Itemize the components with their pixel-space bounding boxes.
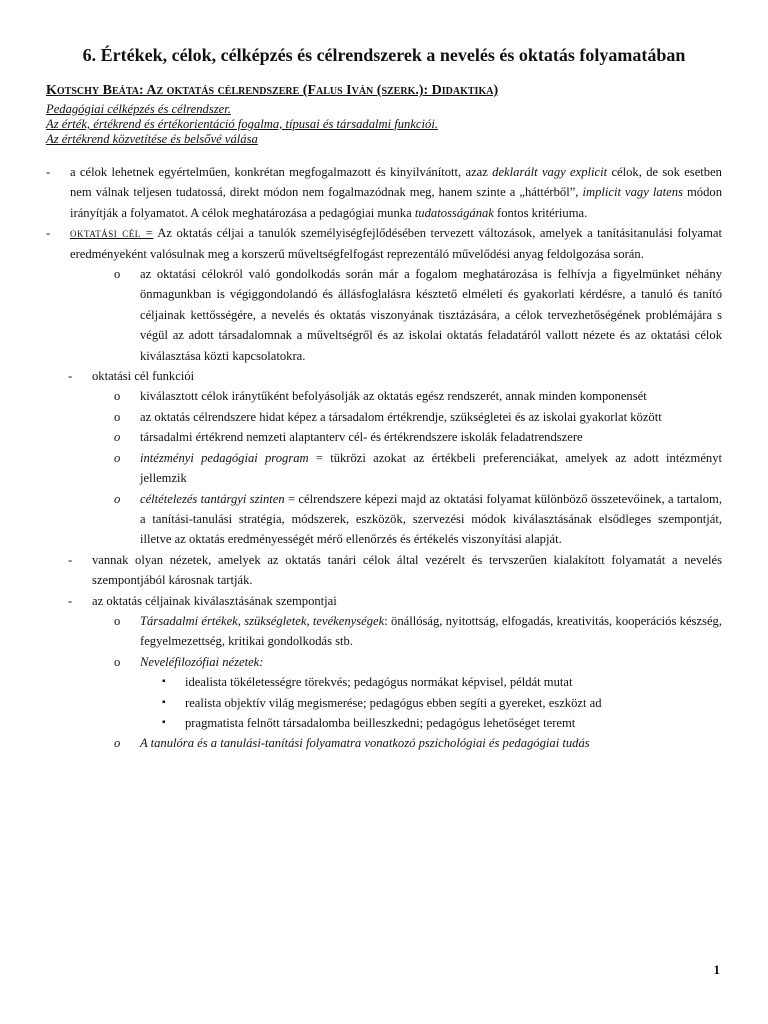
- subtitle-1: Pedagógiai célképzés és célrendszer.: [46, 102, 231, 116]
- list-item-selection-criteria: - az oktatás céljainak kiválasztásának szempontjai: [46, 591, 722, 611]
- list-subitem: o az oktatás célrendszere hidat képez a társadalom értékrendje, szükségletei és az iskolai gyakorlat között: [46, 407, 722, 427]
- circle-marker: o: [114, 430, 121, 445]
- square-bullet-marker: ▪: [162, 716, 166, 728]
- circle-marker: o: [114, 450, 121, 465]
- dash-marker: -: [46, 226, 51, 241]
- circle-marker: o: [114, 654, 121, 669]
- bullet-item: ▪ pragmatista felnőtt társadalomba beilleszkedni; pedagógus lehetőséget teremt: [46, 713, 722, 733]
- square-bullet-marker: ▪: [162, 676, 166, 688]
- list-subitem: o Társadalmi értékek, szükségletek, tevékenységek: önállóság, nyitottság, elfogadás, kreativitás, kooperációs készség, fegyelmezettség, kritikai gondolkodás stb.: [46, 611, 722, 652]
- page-title: 6. Értékek, célok, célképzés és célrendszerek a nevelés és oktatás folyamatában: [82, 45, 686, 65]
- list-subitem: o társadalmi értékrend nemzeti alaptanterv cél- és értékrendszere iskolák feladatrendszere: [46, 427, 722, 447]
- square-bullet-marker: ▪: [162, 696, 166, 708]
- term-oktatasi-cel: oktatási cél =: [70, 226, 154, 241]
- subtitle-2: Az érték, értékrend és értékorientáció fogalma, típusai és társadalmi funkciói.: [46, 117, 438, 131]
- list-subitem: o kiválasztott célok iránytűként befolyásolják az oktatás egész rendszerét, annak minden komponensét: [46, 386, 722, 406]
- circle-marker: o: [114, 491, 121, 506]
- list-subitem: o intézményi pedagógiai program = tükrözi azokat az értékbeli preferenciákat, amelyek az adott intézményt jellemzik: [46, 448, 722, 489]
- dash-marker: -: [68, 593, 73, 608]
- author-reference: Kotschy Beáta: Az oktatás célrendszere (Falus Iván (szerk.): Didaktika): [46, 83, 499, 98]
- list-subitem: o A tanulóra és a tanulási-tanítási folyamatra vonatkozó pszichológiai és pedagógiai tudás: [46, 733, 722, 753]
- circle-marker: o: [114, 409, 121, 424]
- dash-marker: -: [68, 369, 73, 384]
- circle-marker: o: [114, 389, 121, 404]
- list-subitem-reflection: o az oktatási célokról való gondolkodás során már a fogalom meghatározása is felhívja a figyelmünket néhány önmagunkban is végiggondolandó és állásfoglalásra késztető elméleti és gyakorlati kérdésre, a tanuló és tanító céljainak kettősségére, a nevelés és oktatás viszonyának tisztázására, a célok tervezhetőségének problémájára s végül az adott társadalomnak a műveltségről és az iskolai oktatás feladatáról vallott nézete és az oktatási célok kiválasztása közti kapcsolatokra.: [46, 264, 722, 366]
- circle-marker: o: [114, 267, 121, 282]
- subtitle-3: Az értékrend közvetítése és belsővé válása: [46, 132, 258, 146]
- page-number: 1: [713, 962, 720, 977]
- dash-marker: -: [46, 165, 51, 179]
- list-item-definition: - oktatási cél = Az oktatás céljai a tanulók személyiségfejlődésében tervezett változások, amelyek a tanításitanulási folyamat eredményeként valósulnak meg a korszerű műveltségfelfogást reprezentáló művelődési anyag feldolgozása során.: [46, 223, 722, 264]
- document-body: [46, 162, 722, 754]
- bullet-item: ▪ idealista tökéletességre törekvés; pedagógus normákat képvisel, példát mutat: [46, 672, 722, 692]
- circle-marker: o: [114, 736, 121, 751]
- list-item-explicit-goals: - a célok lehetnek egyértelműen, konkrétan megfogalmazott és kinyilvánított, azaz deklarált vagy explicit célok, de sok esetben nem válnak teljesen tudatossá, direkt módon nem fogalmazódnak meg, hanem szinte a „háttérből”, implicit vagy latens módon irányítják a folyamatot. A célok meghatározása a pedagógiai munka tudatosságának fontos kritériuma.: [46, 162, 722, 223]
- list-item-opposing-views: - vannak olyan nézetek, amelyek az oktatás tanári célok által vezérelt és tervszerűen kialakított folyamatát a nevelés szempontjából károsnak tartják.: [46, 550, 722, 591]
- list-subitem: o céltételezés tantárgyi szinten = célrendszere képezi majd az oktatási folyamat különböző összetevőinek, a tartalom, a tanítási-tanulási stratégia, módszerek, eszközök, szervezési módok kiválasztásának elsődleges szempontját, illetve az oktatás eredményességét mérő ellenőrzés és értékelés viszonyítási alapját.: [46, 489, 722, 550]
- circle-marker: o: [114, 613, 121, 628]
- dash-marker: -: [68, 552, 73, 567]
- bullet-item: ▪ realista objektív világ megismerése; pedagógus ebben segíti a gyereket, eszközt ad: [46, 693, 722, 713]
- list-subitem: o Neveléfilozófiai nézetek:: [46, 652, 722, 672]
- subtitle-list: [46, 102, 438, 147]
- list-item-functions: - oktatási cél funkciói: [46, 366, 722, 386]
